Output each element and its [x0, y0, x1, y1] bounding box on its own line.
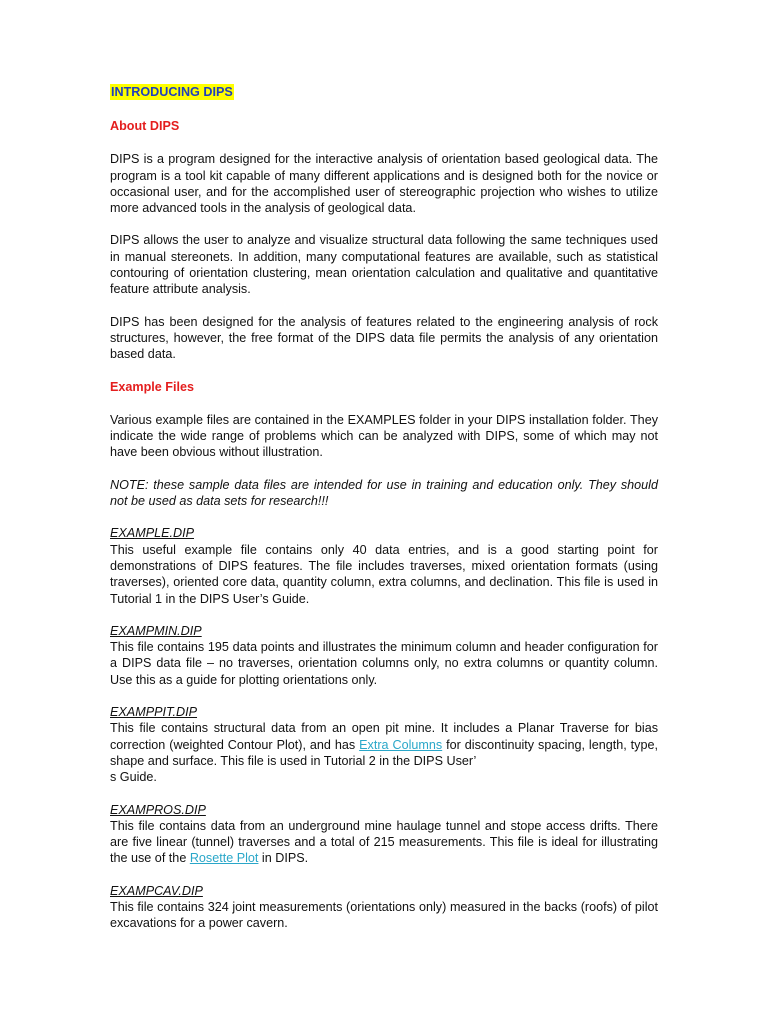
file-desc-examppit-text-1: This file contains structural data from an open pit mine. It includes a Planar Traverse for bias correction (weighted Contour Plot), and has [110, 721, 658, 752]
document-title: INTRODUCING DIPS [111, 85, 233, 99]
file-desc-example: This useful example file contains only 40 data entries, and is a good starting point for demonstrations of DIPS features. The file includes traverses, mixed orientation formats (using traverses), oriented core data, quantity column, extra columns, and declination. This file is used in Tutorial 1 in the DIPS User’s Guide. [110, 542, 658, 606]
about-paragraph-2: DIPS allows the user to analyze and visualize structural data following the same techniques used in manual stereonets. In addition, many computational features are available, such as statistical contouring of orientation clustering, mean orientation calculation and qualitative and quantitative feature attribute analysis. [110, 233, 658, 297]
file-desc-exampros-text-2: in DIPS. [258, 851, 309, 866]
file-name-exampcav: EXAMPCAV.DIP [110, 883, 203, 898]
examples-intro: Various example files are contained in the EXAMPLES folder in your DIPS installation folder. They indicate the wide range of problems which can be analyzed with DIPS, some of which may not have been obvious without illustration. [110, 412, 658, 460]
file-desc-examppit-text-2: for discontinuity spacing, length, type, shape and surface. This file is used in Tutorial 2 in the DIPS User’ [110, 737, 658, 768]
rosette-plot-link[interactable]: Rosette Plot [189, 851, 259, 866]
file-desc-exampcav: This file contains 324 joint measurements (orientations only) measured in the backs (roofs) of pilot excavations for a power cavern. [110, 899, 658, 931]
file-desc-exampros [110, 818, 658, 867]
file-desc-exampros-text-1: This file contains data from an underground mine haulage tunnel and stope access drifts. There are five linear (tunnel) traverses and a total of 215 measurements. This file is ideal for illustrating the use of the [110, 818, 658, 866]
extra-columns-link[interactable]: Extra Columns [359, 737, 443, 752]
about-paragraph-1: DIPS is a program designed for the interactive analysis of orientation based geological data. The program is a tool kit capable of many different applications and is designed both for the novice or occasional user, and for the accomplished user of stereographic projection who wishes to utilize more advanced tools in the analysis of geological data. [110, 152, 658, 216]
examples-heading: Example Files [110, 379, 194, 394]
about-heading: About DIPS [110, 119, 180, 133]
note-text: NOTE: these sample data files are intended for use in training and education only. They should not be used as data sets for research!!! [110, 477, 658, 509]
title-row [110, 84, 658, 101]
about-paragraph-3: DIPS has been designed for the analysis of features related to the engineering analysis of rock structures, however, the free format of the DIPS data file permits the analysis of any orientation based data. [110, 314, 658, 362]
file-name-examppit: EXAMPPIT.DIP [110, 705, 198, 720]
file-name-example: EXAMPLE.DIP [110, 526, 194, 541]
document-body [110, 84, 658, 932]
file-desc-exampmin: This file contains 195 data points and illustrates the minimum column and header configuration for a DIPS data file – no traverses, orientation columns only, no extra columns or quantity column. Use this as a guide for plotting orientations only. [110, 640, 658, 687]
file-desc-examppit [110, 720, 658, 785]
file-name-exampmin: EXAMPMIN.DIP [110, 623, 202, 638]
file-name-exampros: EXAMPROS.DIP [110, 802, 206, 817]
file-desc-examppit-text-3: s Guide. [110, 770, 157, 785]
